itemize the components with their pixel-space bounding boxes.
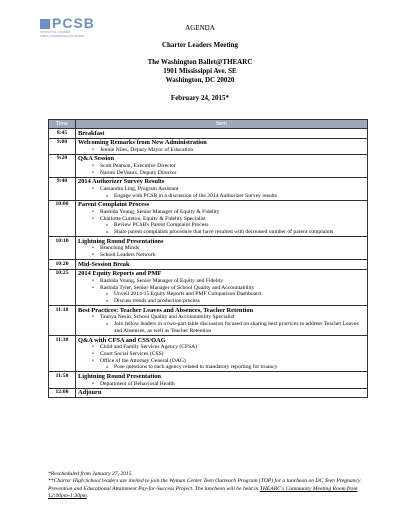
agenda-body: [49, 129, 368, 398]
meeting-date: February 24, 2015*: [170, 94, 230, 102]
bullet-text: Rashida Young, Senior Manager of Equity & Fidelity: [100, 208, 220, 215]
bullet-list: [78, 163, 365, 176]
row-title: Q&A Session: [78, 155, 115, 163]
bullet-text: Department of Behavioral Health: [100, 380, 175, 387]
row-item: [76, 388, 368, 398]
bullet-item: [100, 344, 365, 351]
row-title: Welcoming Remarks from New Administration: [78, 139, 207, 147]
row-time: 10:20: [49, 260, 76, 270]
footnote-luncheon: [48, 478, 378, 500]
luncheon-location: THEARC's Community Meeting Room from 12:00pm-1:30pm: [48, 485, 358, 500]
sub-bullet-item: o Unveil 2014-15 Equity Reports and PMF Comparison Dashboard: [114, 291, 365, 298]
row-time: 10:25: [49, 269, 76, 305]
bullet-text: Rashida Tyler, Senior Manager of School Quality and Accountability: [100, 284, 255, 291]
row-time: 11:10: [49, 306, 76, 336]
footnotes: [48, 471, 378, 501]
bullet-item: [100, 186, 365, 199]
bullet-item: [100, 170, 365, 177]
footnote-reschedule: *Rescheduled from January 27, 2015: [48, 471, 132, 477]
table-row: [49, 138, 368, 154]
agenda-table: [48, 119, 368, 398]
sub-bullet-item: o Review PCSB's Parent Complaint Process: [114, 222, 365, 229]
row-item: [76, 372, 368, 388]
bullet-list: [78, 245, 365, 258]
row-item: [76, 269, 368, 305]
table-row: [49, 306, 368, 336]
row-title: Mid-Session Break: [78, 260, 130, 268]
row-time: 11:50: [49, 372, 76, 388]
row-item: [76, 306, 368, 336]
bullet-text: Branching Minds: [100, 245, 139, 252]
row-title: Best Practices: Teacher Leaves and Absences, Teacher Retention: [78, 306, 254, 314]
bullet-item: [100, 351, 365, 358]
row-item: [76, 138, 368, 154]
row-title: Breakfast: [78, 129, 105, 137]
bullet-text: School Leaders Network: [100, 252, 156, 259]
bullet-text: Jennie Niles, Deputy Mayor of Education: [100, 146, 194, 153]
table-row: [49, 336, 368, 372]
bullet-list: [78, 314, 365, 334]
row-time: 9:40: [49, 177, 76, 200]
row-item: [76, 177, 368, 200]
bullet-item: [100, 147, 365, 154]
table-row: [49, 388, 368, 398]
table-row: [49, 200, 368, 236]
bullet-text: Rashida Young, Senior Manager of Equity and Fidelity: [100, 277, 224, 284]
venue: The Washington Ballet@THEARC: [147, 58, 253, 66]
page-title: AGENDA: [185, 24, 215, 32]
row-title: Q&A with CFSA and CSS/OAG: [78, 336, 166, 344]
table-row: [49, 177, 368, 200]
bullet-item: [100, 252, 365, 259]
row-time: 10:10: [49, 237, 76, 260]
bullet-item: [100, 278, 365, 285]
agenda-header: [0, 24, 400, 103]
bullet-list: [78, 381, 365, 388]
table-row: [49, 260, 368, 270]
table-row: [49, 372, 368, 388]
row-item: [76, 237, 368, 260]
logo-subtitle-2: PUBLIC CHARTER SCHOOL BOARD: [40, 35, 85, 38]
sub-bullet-list: [100, 364, 365, 371]
bullet-list: [78, 147, 365, 154]
address-line-2: Washington, DC 20020: [165, 76, 235, 84]
address-line-1: 1901 Mississippi Ave. SE: [163, 67, 237, 75]
bullet-text: Scott Pearson, Executive Director: [100, 162, 176, 169]
bullet-list: [78, 186, 365, 199]
col-item-header: Item: [76, 120, 368, 129]
bullet-text: Naomi DeVeaux, Deputy Director: [100, 169, 177, 176]
meeting-name: Charter Leaders Meeting: [161, 41, 239, 49]
sub-bullet-list: [100, 193, 365, 200]
row-time: 12:00: [49, 388, 76, 398]
bullet-item: [100, 209, 365, 216]
footnote-luncheon-text: **Charter High School leaders are invited to join the Wyman Center Teen Outreach Program (TOP) for a luncheon on DC Teen Pregnancy Prevention and Educational Attainment Pay-for-Success Project. The luncheon will be held in: [48, 478, 361, 492]
row-item: [76, 200, 368, 236]
table-row: [49, 237, 368, 260]
table-row: [49, 269, 368, 305]
bullet-list: [78, 209, 365, 236]
row-item: [76, 336, 368, 372]
row-time: 8:45: [49, 129, 76, 139]
bullet-item: [100, 245, 365, 252]
bullet-item: [100, 358, 365, 371]
row-time: 11:30: [49, 336, 76, 372]
sub-bullet-list: [100, 291, 365, 304]
row-title: Adjourn: [78, 389, 102, 397]
sub-bullet-list: [100, 321, 365, 334]
bullet-item: [100, 285, 365, 305]
row-time: 9:00: [49, 138, 76, 154]
bullet-text: Cassandra Ling, Program Assistant: [100, 185, 179, 192]
sub-bullet-item: o Engage with PCSB in a discussion of the 2014 Authorizer Survey results: [114, 193, 365, 200]
row-title: Lightning Round Presentations: [78, 237, 164, 245]
row-item: [76, 154, 368, 177]
bullet-text: Charlotte Cureton, Equity & Fidelity Specialist: [100, 215, 206, 222]
footnote-luncheon-end: .: [86, 493, 89, 500]
sub-bullet-item: o Share parent complaints procedure that have resulted with decreased number of parent complaints: [114, 229, 365, 236]
bullet-text: Court Social Services (CSS): [100, 350, 164, 357]
bullet-item: [100, 381, 365, 388]
sub-bullet-item: o Pose questions to each agency related to mandatory reporting for truancy: [114, 364, 365, 371]
table-row: [49, 129, 368, 139]
row-title: Lightning Round Presentation: [78, 372, 161, 380]
bullet-text: Office of the Attorney General (OAG): [100, 357, 186, 364]
bullet-list: [78, 344, 365, 371]
row-title: 2014 Authorizer Survey Results: [78, 178, 165, 186]
bullet-list: [78, 278, 365, 305]
table-header-row: [49, 120, 368, 129]
row-item: [76, 260, 368, 270]
logo-subtitle-1: DISTRICT OF COLUMBIA: [40, 31, 71, 34]
row-title: 2014 Equity Reports and PMF: [78, 270, 162, 278]
bullet-item: [100, 314, 365, 334]
row-time: 9:20: [49, 154, 76, 177]
bullet-item: [100, 216, 365, 236]
row-title: Parent Complaint Process: [78, 201, 150, 209]
table-row: [49, 154, 368, 177]
sub-bullet-item: o Discuss trends and production process: [114, 298, 365, 305]
row-time: 10:00: [49, 200, 76, 236]
sub-bullet-item: o Join fellow leaders in a two-part table discussion focused on sharing best practices to address Teacher Leaves and Absences, as well as Teacher Retention: [114, 321, 365, 334]
logo-text: PCSB: [52, 15, 95, 31]
bullet-item: [100, 163, 365, 170]
bullet-text: Taunya Nesin, School Quality and Accountability Specialist: [100, 314, 235, 321]
col-time-header: Time: [49, 120, 76, 129]
sub-bullet-list: [100, 222, 365, 235]
bullet-text: Child and Family Services Agency (CFSA): [100, 344, 198, 351]
row-item: [76, 129, 368, 139]
